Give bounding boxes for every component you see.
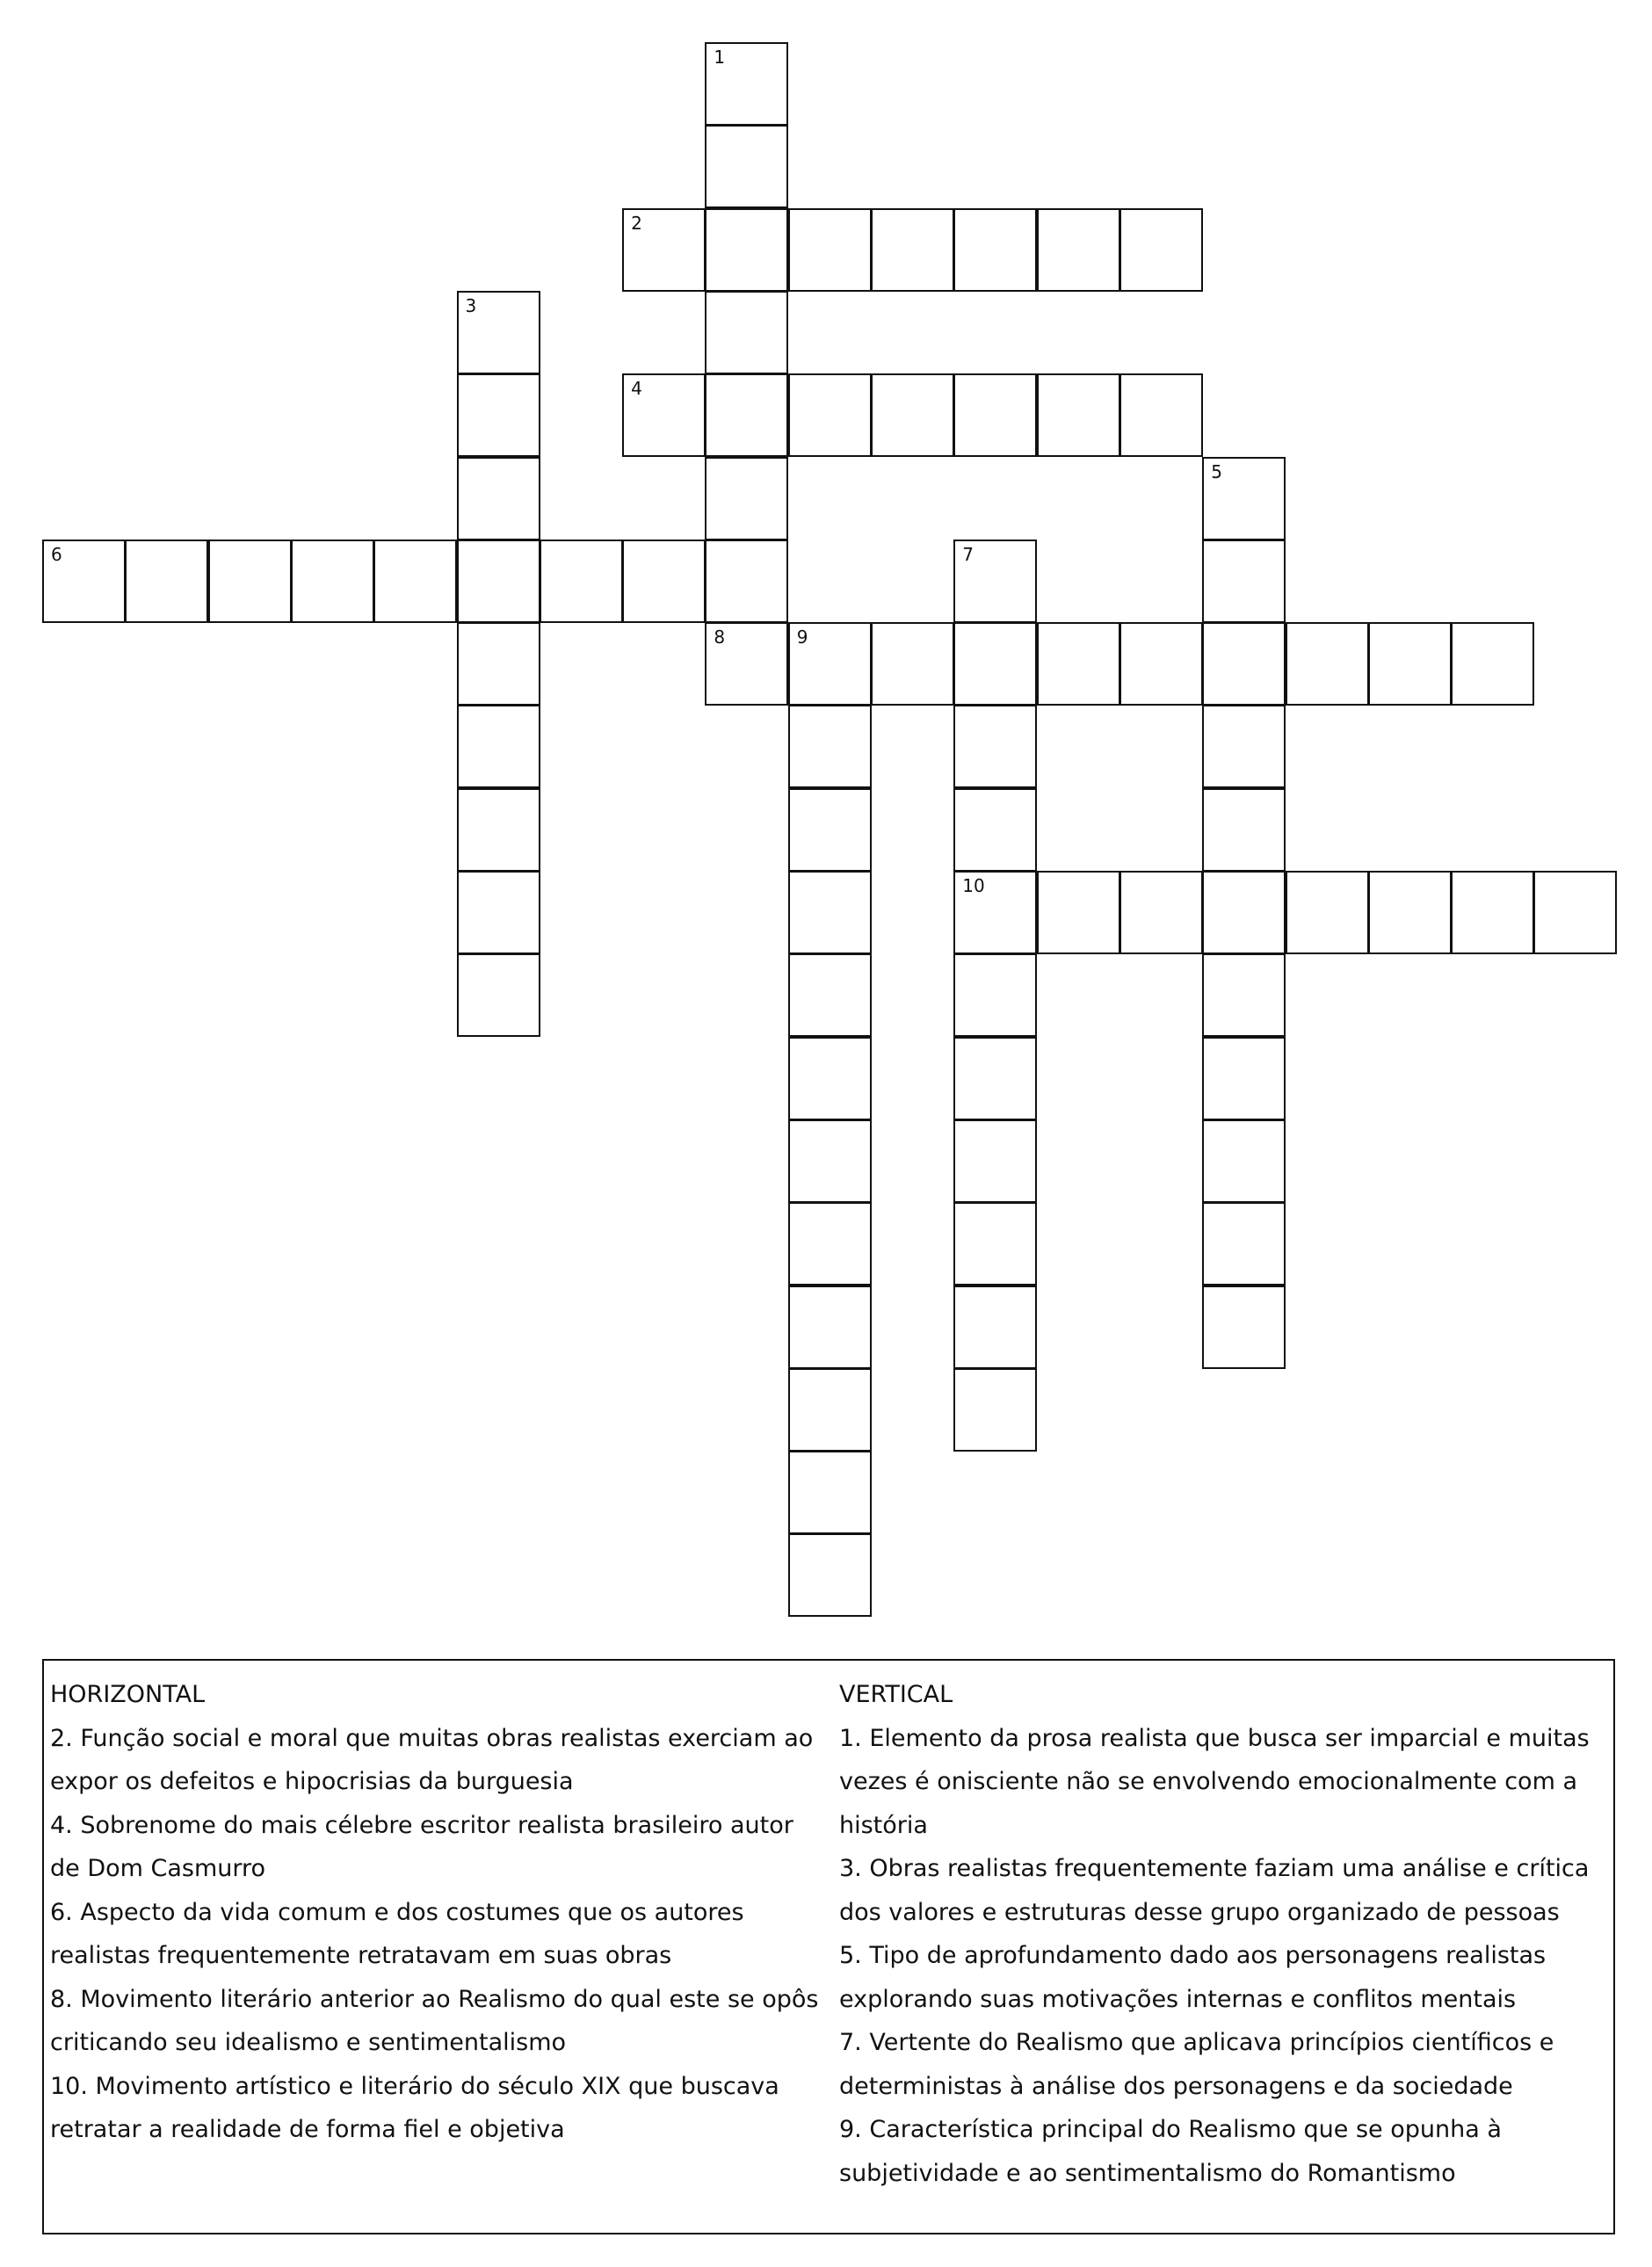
grid-cell[interactable] (788, 705, 872, 788)
grid-cell[interactable] (1202, 1037, 1286, 1120)
grid-cell[interactable] (1037, 622, 1120, 706)
clue-number: 4 (631, 378, 642, 400)
grid-cell[interactable] (457, 457, 540, 540)
grid-cell[interactable] (1202, 705, 1286, 788)
grid-cell[interactable] (457, 953, 540, 1037)
grid-cell[interactable] (788, 1451, 872, 1534)
grid-cell[interactable] (1119, 871, 1203, 954)
vertical-clues (839, 1673, 1604, 2195)
grid-cell[interactable] (871, 373, 954, 457)
grid-cell[interactable] (788, 1202, 872, 1286)
grid-cell[interactable] (953, 871, 1037, 954)
grid-cell[interactable] (953, 1119, 1037, 1203)
grid-cell[interactable] (1202, 1202, 1286, 1286)
grid-cell[interactable] (705, 291, 788, 374)
grid-cell[interactable] (42, 540, 126, 623)
clue-horizontal-4: 4. Sobrenome do mais célebre escritor realista brasileiro autor de Dom Casmurro (50, 1811, 793, 1882)
grid-cell[interactable] (1202, 622, 1286, 706)
grid-cell[interactable] (788, 622, 872, 706)
grid-cell[interactable] (1202, 1286, 1286, 1369)
grid-cell[interactable] (622, 540, 706, 623)
clue-number: 9 (796, 627, 808, 648)
grid-cell[interactable] (1119, 208, 1203, 292)
grid-cell[interactable] (953, 622, 1037, 706)
clue-number: 6 (51, 543, 62, 565)
grid-cell[interactable] (953, 208, 1037, 292)
grid-cell[interactable] (622, 208, 706, 292)
grid-cell[interactable] (540, 540, 623, 623)
grid-cell[interactable] (953, 788, 1037, 872)
grid-cell[interactable] (705, 457, 788, 540)
grid-cell[interactable] (705, 42, 788, 126)
grid-cell[interactable] (953, 705, 1037, 788)
grid-cell[interactable] (788, 208, 872, 292)
clue-number: 8 (714, 627, 726, 648)
clue-number: 1 (714, 47, 726, 68)
grid-cell[interactable] (457, 540, 540, 623)
grid-cell[interactable] (953, 1368, 1037, 1452)
clue-horizontal-6: 6. Aspecto da vida comum e dos costumes que os autores realistas frequentemente retratavam em suas obras (50, 1898, 744, 1969)
clue-vertical-7: 7. Vertente do Realismo que aplicava princípios científicos e deterministas à análise dos personagens e da sociedade (839, 2029, 1554, 2100)
grid-cell[interactable] (953, 1037, 1037, 1120)
grid-cell[interactable] (1368, 622, 1452, 706)
clue-number: 2 (631, 212, 642, 234)
grid-cell[interactable] (457, 705, 540, 788)
grid-cell[interactable] (457, 291, 540, 374)
clue-number: 3 (465, 294, 477, 316)
grid-cell[interactable] (1202, 871, 1286, 954)
clue-number: 5 (1211, 460, 1222, 482)
grid-cell[interactable] (788, 788, 872, 872)
grid-cell[interactable] (1037, 871, 1120, 954)
clue-vertical-9: 9. Característica principal do Realismo que se opunha à subjetividade e ao sentimentalismo do Romantismo (839, 2116, 1502, 2187)
grid-cell[interactable] (1451, 871, 1534, 954)
horizontal-clues (50, 1673, 823, 2152)
grid-cell[interactable] (1119, 373, 1203, 457)
grid-cell[interactable] (1202, 457, 1286, 540)
grid-cell[interactable] (1368, 871, 1452, 954)
clues-box (42, 1659, 1615, 2234)
clue-vertical-1: 1. Elemento da prosa realista que busca ser imparcial e muitas vezes é onisciente não se envolvendo emocionalmente com a história (839, 1724, 1590, 1839)
grid-cell[interactable] (871, 208, 954, 292)
horizontal-title: HORIZONTAL (50, 1681, 206, 1708)
clue-horizontal-10: 10. Movimento artístico e literário do século XIX que buscava retratar a realidade de forma fiel e objetiva (50, 2072, 779, 2143)
grid-cell[interactable] (705, 208, 788, 292)
grid-cell[interactable] (125, 540, 208, 623)
grid-cell[interactable] (788, 1119, 872, 1203)
grid-cell[interactable] (1202, 540, 1286, 623)
grid-cell[interactable] (788, 1533, 872, 1617)
vertical-title: VERTICAL (839, 1681, 953, 1708)
grid-cell[interactable] (788, 871, 872, 954)
grid-cell[interactable] (705, 125, 788, 208)
grid-cell[interactable] (622, 373, 706, 457)
grid-cell[interactable] (788, 1037, 872, 1120)
grid-cell[interactable] (705, 540, 788, 623)
grid-cell[interactable] (1286, 622, 1369, 706)
grid-cell[interactable] (788, 1286, 872, 1369)
grid-cell[interactable] (1451, 622, 1534, 706)
grid-cell[interactable] (953, 1202, 1037, 1286)
grid-cell[interactable] (1202, 1119, 1286, 1203)
grid-cell[interactable] (1037, 373, 1120, 457)
clue-vertical-3: 3. Obras realistas frequentemente faziam uma análise e crítica dos valores e estruturas desse grupo organizado de pessoas (839, 1855, 1590, 1926)
grid-cell[interactable] (953, 953, 1037, 1037)
grid-cell[interactable] (788, 1368, 872, 1452)
grid-cell[interactable] (208, 540, 292, 623)
grid-cell[interactable] (705, 622, 788, 706)
grid-cell[interactable] (373, 540, 457, 623)
grid-cell[interactable] (1533, 871, 1617, 954)
clue-vertical-5: 5. Tipo de aprofundamento dado aos personagens realistas explorando suas motivações internas e conflitos mentais (839, 1942, 1547, 2013)
grid-cell[interactable] (457, 373, 540, 457)
clue-horizontal-2: 2. Função social e moral que muitas obras realistas exerciam ao expor os defeitos e hipocrisias da burguesia (50, 1724, 814, 1795)
grid-cell[interactable] (1202, 788, 1286, 872)
grid-cell[interactable] (457, 622, 540, 706)
grid-cell[interactable] (1286, 871, 1369, 954)
grid-cell[interactable] (1037, 208, 1120, 292)
grid-cell[interactable] (457, 788, 540, 872)
clue-number: 10 (962, 875, 985, 896)
grid-cell[interactable] (1202, 953, 1286, 1037)
grid-cell[interactable] (953, 373, 1037, 457)
grid-cell[interactable] (788, 953, 872, 1037)
grid-cell[interactable] (457, 871, 540, 954)
grid-cell[interactable] (291, 540, 374, 623)
clue-horizontal-8: 8. Movimento literário anterior ao Realismo do qual este se opôs criticando seu idealismo e sentimentalismo (50, 1985, 819, 2056)
clue-number: 7 (962, 543, 975, 565)
grid-cell[interactable] (705, 373, 788, 457)
grid-cell[interactable] (953, 1286, 1037, 1369)
grid-cell[interactable] (1119, 622, 1203, 706)
grid-cell[interactable] (871, 622, 954, 706)
grid-cell[interactable] (788, 373, 872, 457)
grid-cell[interactable] (953, 540, 1037, 623)
